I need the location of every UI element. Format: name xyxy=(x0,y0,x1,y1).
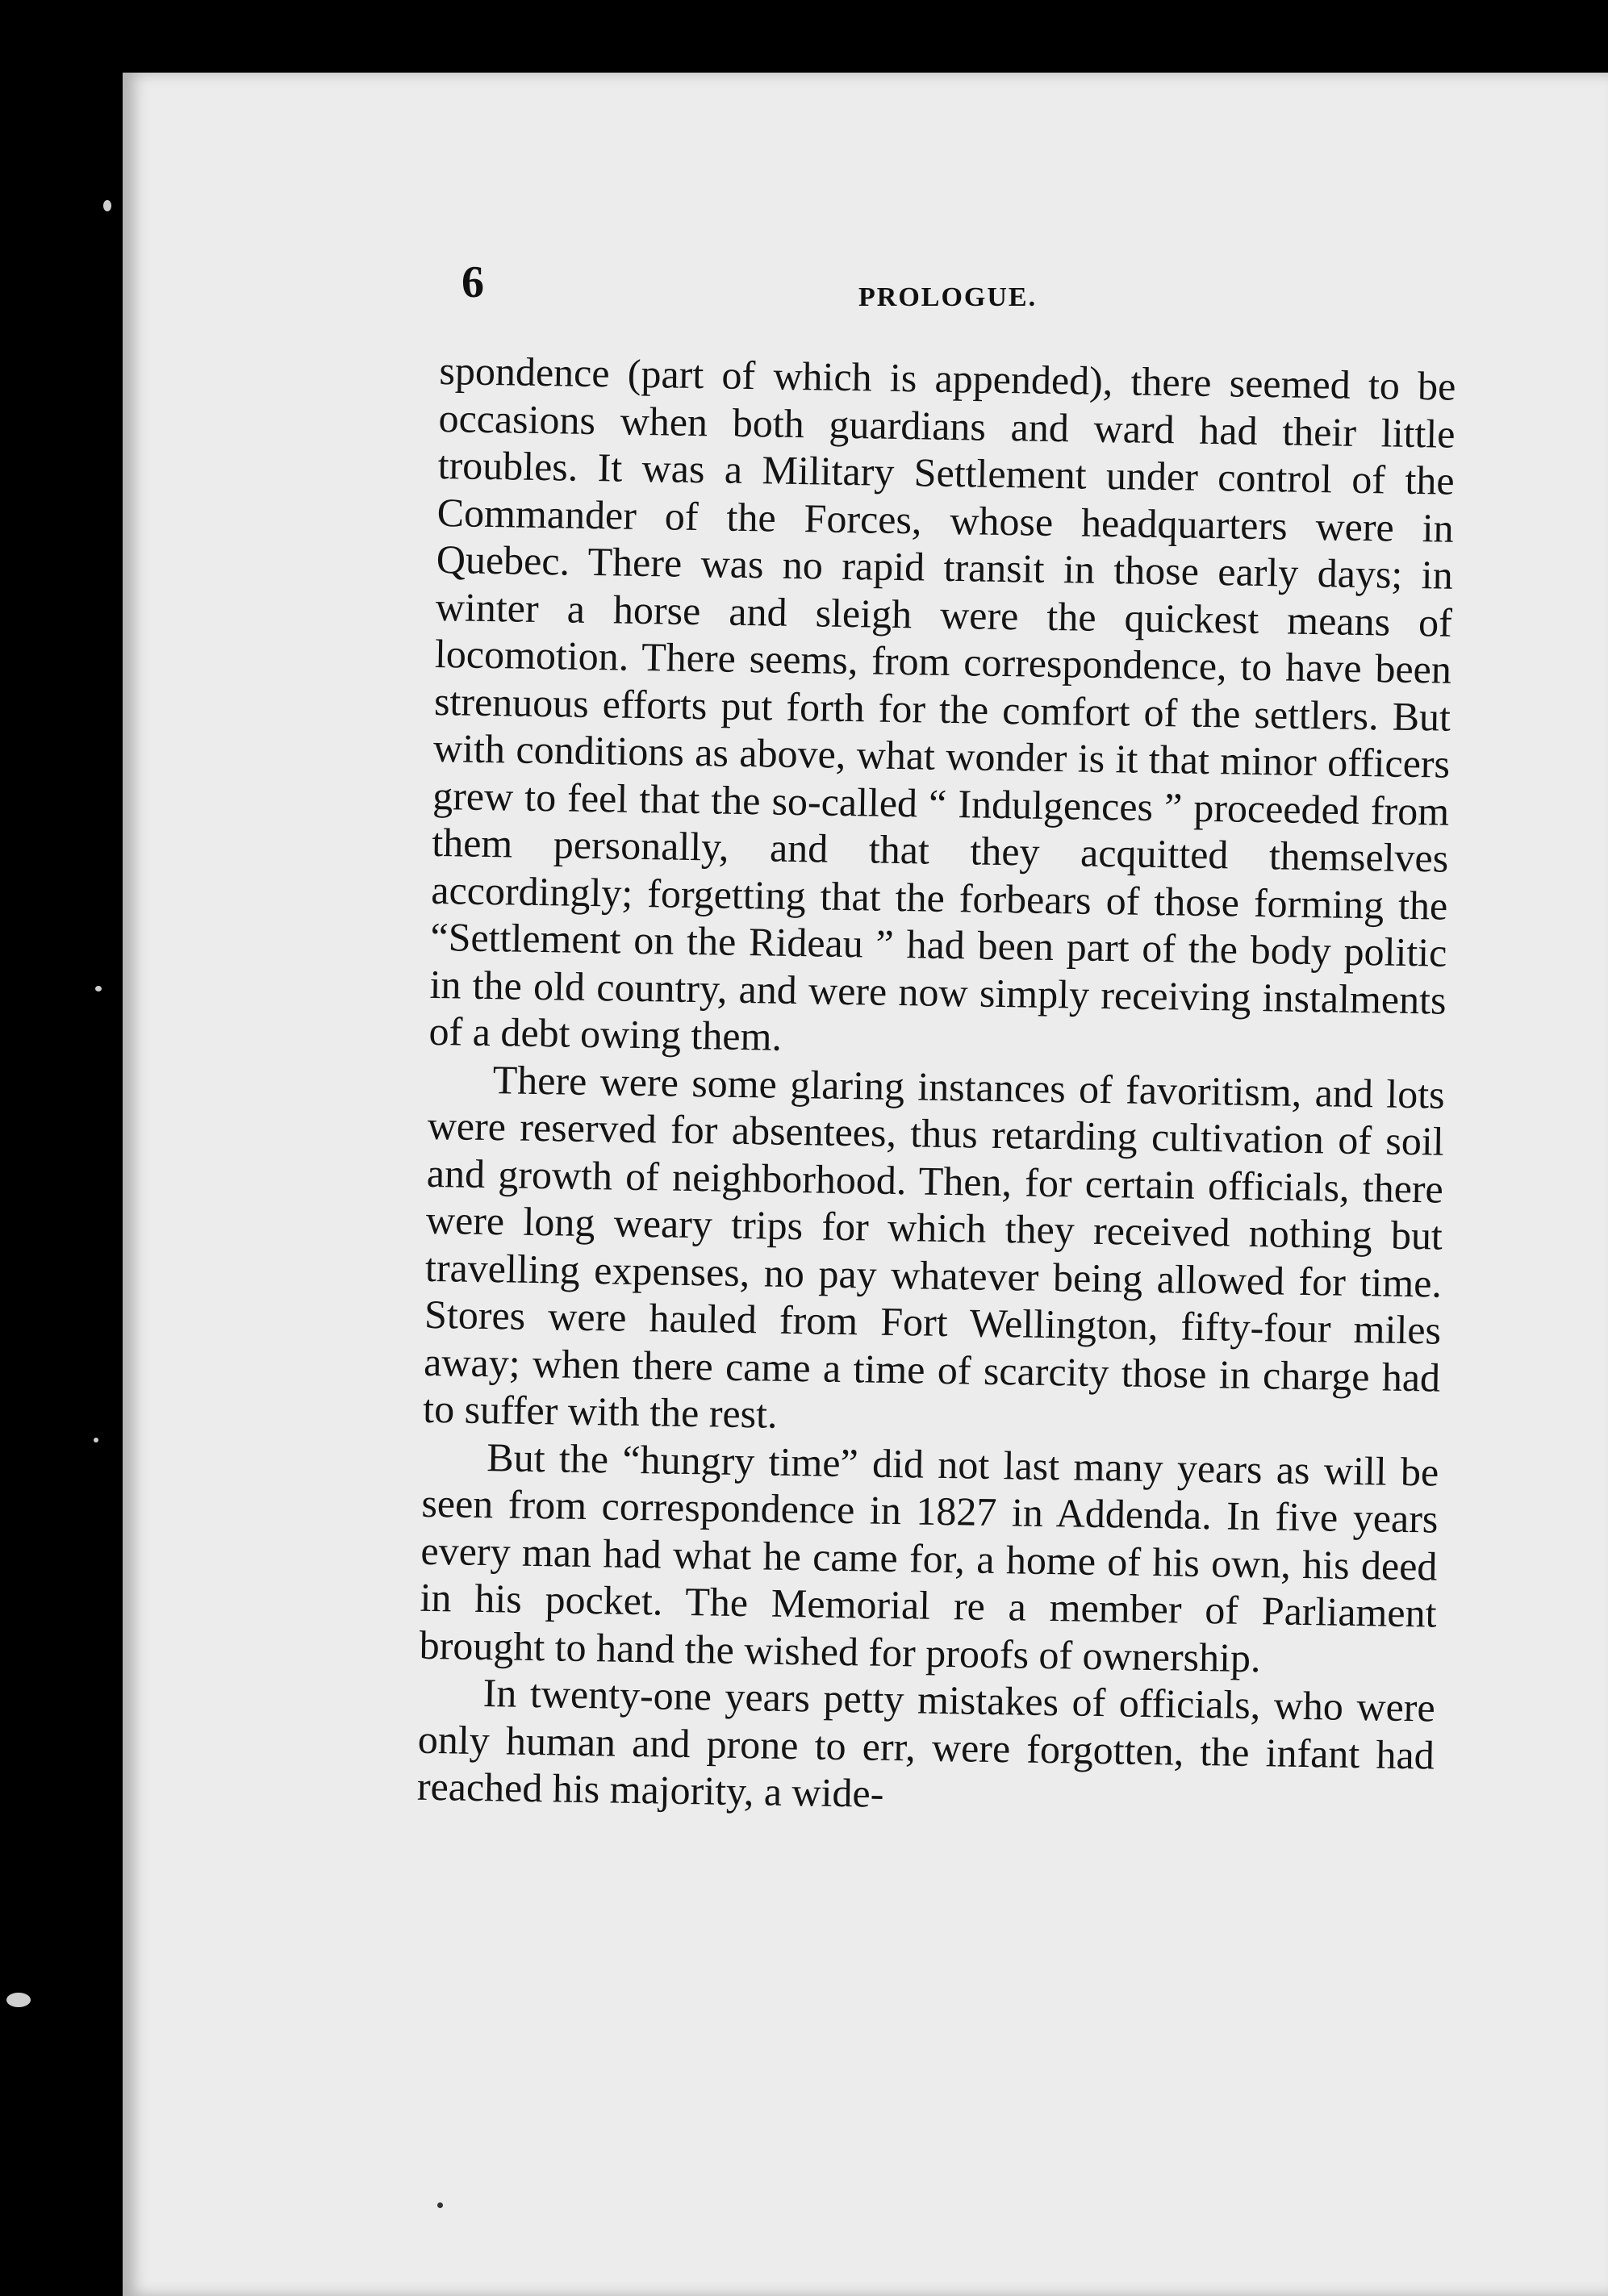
paragraph: In twenty-one years petty mistakes of officials, who were only human and prone to err, were forgotten, the infant had reached his majority, a wide- xyxy=(416,1670,1436,1816)
scan-speck xyxy=(6,1993,31,2007)
page-speck xyxy=(437,2202,443,2208)
scan-speck xyxy=(103,200,111,211)
paragraph: But the “hungry time” did not last many years as will be seen from correspondence in 1827 in Addenda. In five years every man had what he came for, a home of his own, his deed in his pocket. The Memorial re a member of Parliament brought to hand the wished for proofs of ownership. xyxy=(419,1434,1439,1680)
scan-speck xyxy=(94,1438,98,1442)
body-text xyxy=(417,347,1456,1826)
scan-speck xyxy=(95,986,102,991)
page-number: 6 xyxy=(462,257,484,307)
paragraph: There were some glaring instances of favoritism, and lots were reserved for absentees, thus retarding cultivation of soil and growth of neighborhood. Then, for certain officials, there were long weary trips for which they received nothing but travelling expenses, no pay whatever being allowed for time. Stores were hauled from Fort Wellington, fifty-four miles away; when there came a time of scarcity those in charge had to suffer with the rest. xyxy=(422,1056,1446,1437)
paragraph: spondence (part of which is appended), there seemed to be occasions when both guardians and ward had their little troubles. It was a Military Settlement under control of the Commander of the Forces, whose headquarters were in Quebec. There was no rapid transit in those early days; in winter a horse and sleigh were the quickest means of locomotion. There seems, from correspondence, to have been strenuous efforts put forth for the comfort of the settlers. But with conditions as above, what wonder is it that minor officers grew to feel that the so-called “ Indulgences ” proceeded from them personally, and that they acquitted themselves accordingly; forgetting that the forbears of those forming the “Settlement on the Rideau ” had been part of the body politic in the old country, and were now simply receiving instalments of a debt owing them. xyxy=(428,347,1456,1059)
running-head: PROLOGUE. xyxy=(858,282,1038,312)
